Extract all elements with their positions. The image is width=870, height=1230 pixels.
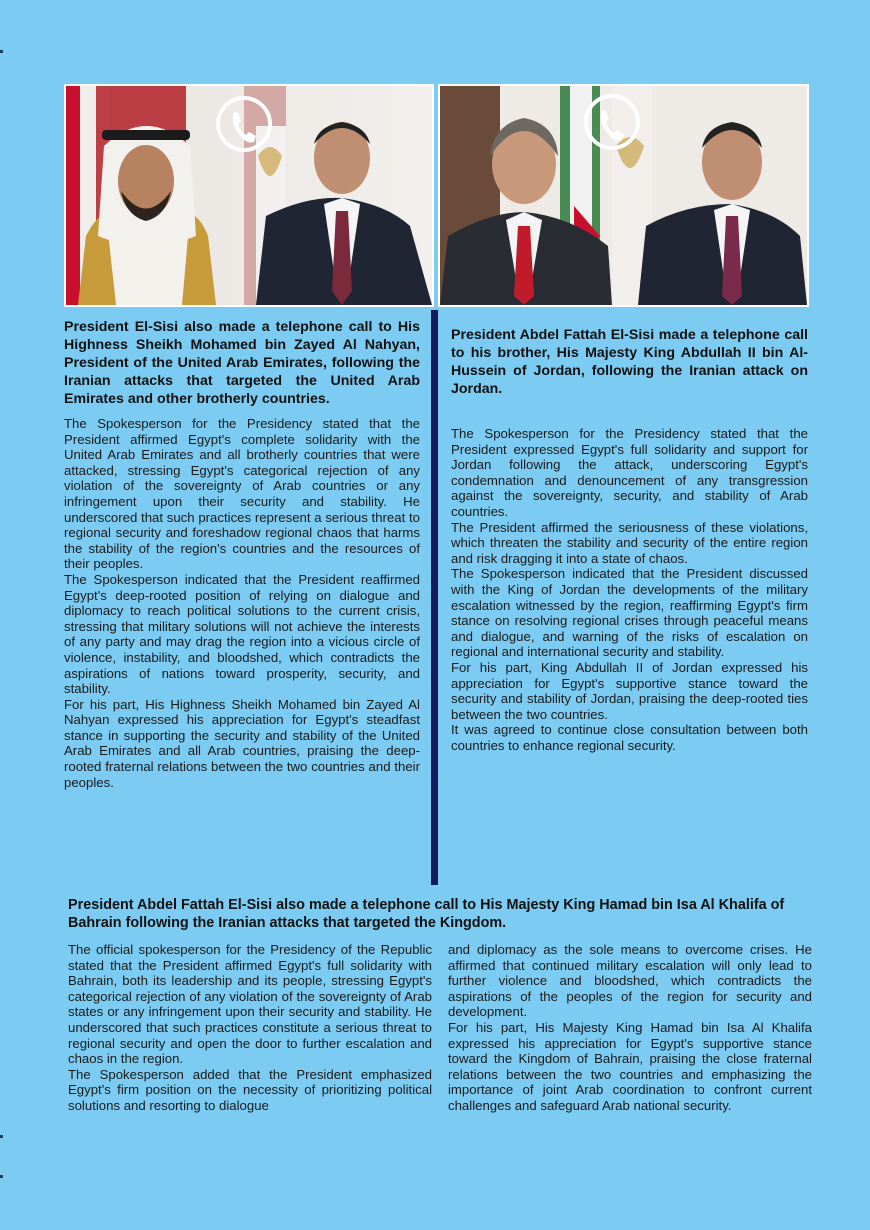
paragraph: and diplomacy as the sole means to overcome crises. He affirmed that continued military escalation will only lead to further violence and bloodshed, which contradicts the aspirations of the peoples of the region for security and development. — [448, 942, 812, 1020]
story-heading: President Abdel Fattah El-Sisi made a telephone call to his brother, His Majesty King Abdullah II bin Al-Hussein of Jordan, following the Iranian attack on Jordan. — [451, 327, 808, 397]
paragraph: The Spokesperson indicated that the President reaffirmed Egypt's deep-rooted position of relying on dialogue and diplomacy to reach political solutions to the current crisis, stressing that military solutions will not achieve the interests of any party and may drag the region into a vicious circle of violence, instability, and bloodshed, which contradicts the aspirations of nations toward prosperity, security, and stability. — [64, 571, 420, 697]
photo-illustration — [440, 86, 807, 305]
story-uae — [64, 318, 420, 790]
column-divider — [431, 310, 438, 885]
paragraph: The Spokesperson indicated that the President discussed with the King of Jordan the developments of the military escalation witnessed by the region, reaffirming Egypt's firm stance on resolving regional crises through peaceful means and dialogue, and warning of the risks of escalation on regional and international security and stability. — [451, 566, 808, 660]
story-heading: President Abdel Fattah El-Sisi also made a telephone call to His Majesty King Hamad bin Isa Al Khalifa of Bahrain following the Iranian attacks that targeted the Kingdom. — [68, 897, 785, 931]
edge-mark — [0, 1175, 3, 1178]
paragraph: For his part, His Highness Sheikh Mohamed bin Zayed Al Nahyan expressed his appreciation for Egypt's steadfast stance in supporting the security and stability of the United Arab Emirates and all Arab countries, praising the deep-rooted fraternal relations between the two countries and their peoples. — [64, 696, 420, 790]
story-body — [451, 426, 808, 753]
edge-mark — [0, 1135, 3, 1138]
paragraph: The Spokesperson for the Presidency stated that the President expressed Egypt's full solidarity and support for Jordan following the attack, underscoring Egypt's condemnation and denouncement of any transgression against the sovereignty, security, and stability of Arab countries. — [451, 426, 808, 519]
story-heading: President El-Sisi also made a telephone call to His Highness Sheikh Mohamed bin Zayed Al Nahyan, President of the United Arab Emirates, following the Iranian attacks that targeted the United Arab Emirates and other brotherly countries. — [64, 319, 420, 407]
story-body — [64, 416, 420, 790]
story-bahrain-right — [448, 942, 812, 1114]
story-bahrain-heading — [68, 896, 810, 932]
paragraph: For his part, King Abdullah II of Jordan expressed his appreciation for Egypt's supportive stance toward the security and stability of Jordan, praising the deep-rooted ties between the two countries. — [451, 659, 808, 722]
photo-illustration — [66, 86, 432, 305]
paragraph: The Spokesperson for the Presidency stated that the President affirmed Egypt's complete solidarity with the United Arab Emirates and all brotherly countries that were attacked, stressing Egypt's categorical rejection of any violation of the sovereignty of Arab countries or any infringement upon their security and stability. He underscored that such practices represent a serious threat to regional security and foreshadow regional chaos that harms the stability of the region's countries and the resources of their peoples. — [64, 416, 420, 572]
paragraph: It was agreed to continue close consultation between both countries to enhance regional security. — [451, 722, 808, 753]
story-bahrain-left — [68, 942, 432, 1114]
photo-uae-call — [64, 84, 434, 307]
paragraph: The official spokesperson for the Presidency of the Republic stated that the President affirmed Egypt's full solidarity with Bahrain, both its leadership and its people, stressing Egypt's categorical rejection of any violation of the sovereignty of Arab states or any infringement upon their security and stability. He underscored that such practices constitute a serious threat to regional security and open the door to further escalation and chaos in the region. — [68, 942, 432, 1067]
paragraph: The Spokesperson added that the President emphasized Egypt's firm position on the necessity of prioritizing political solutions and resorting to dialogue — [68, 1066, 432, 1113]
paragraph: The President affirmed the seriousness of these violations, which threaten the stability and security of the entire region and risk dragging it into a state of chaos. — [451, 519, 808, 566]
photo-jordan-call — [438, 84, 809, 307]
story-jordan — [451, 326, 808, 753]
paragraph: For his part, His Majesty King Hamad bin Isa Al Khalifa expressed his appreciation for Egypt's supportive stance toward the Kingdom of Bahrain, praising the close fraternal relations between the two countries and emphasizing the importance of joint Arab coordination to confront current challenges and safeguard Arab national security. — [448, 1019, 812, 1113]
edge-mark — [0, 50, 3, 53]
